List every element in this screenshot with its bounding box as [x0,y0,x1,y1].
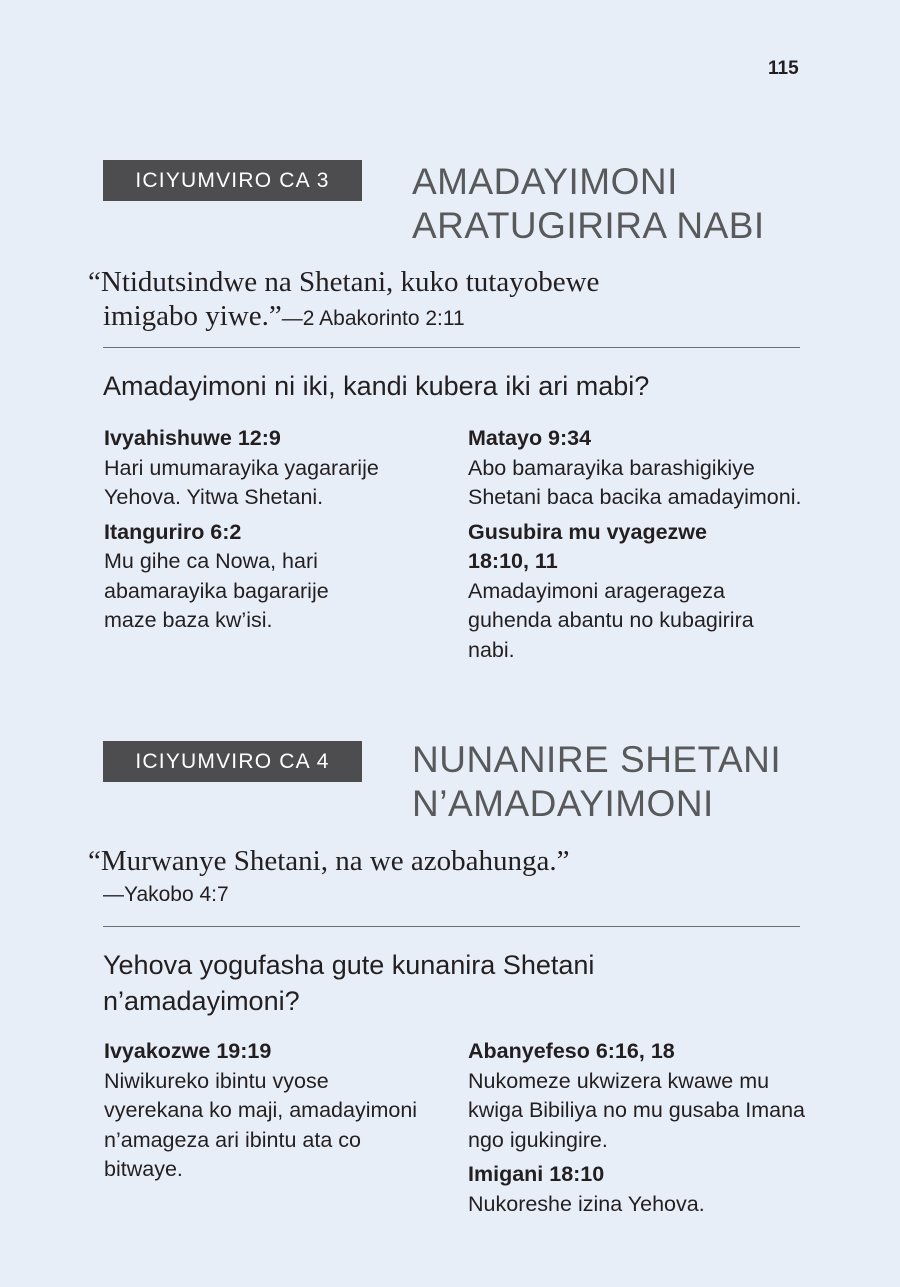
left-column [104,424,444,641]
quote-reference: —Yakobo 4:7 [103,883,229,906]
verse-summary: Abo bamarayika barashigikiye Shetani baca bacika amadayimoni. [468,455,802,509]
verse-summary: Amadayimoni aragerageza guhenda abantu no kubagirira nabi. [468,578,754,662]
section-title-line: N’AMADAYIMONI [412,783,714,824]
scripture-quote [88,265,798,336]
right-column [468,424,808,670]
verse-summary: Nukomeze ukwizera kwawe mu kwiga Bibiliya no mu gusaba Imana ngo igukingire. [468,1068,806,1152]
scripture-quote [88,844,798,912]
question-line: Amadayimoni ni iki, kandi kubera iki ari mabi? [103,371,650,401]
left-column [104,1037,444,1190]
study-question [103,947,803,1019]
divider [103,926,800,927]
section-title-line: AMADAYIMONI [412,161,678,202]
point-badge: ICIYUMVIRO CA 3 [103,160,362,201]
question-line: Yehova yogufasha gute kunanira Shetani [103,950,595,980]
quote-reference: —2 Abakorinto 2:11 [281,307,465,330]
point-badge: ICIYUMVIRO CA 4 [103,741,362,782]
scripture-reference: Gusubira mu vyagezwe 18:10, 11 [468,519,707,573]
page-number: 115 [768,58,799,79]
divider [103,347,800,348]
scripture-reference: Ivyakozwe 19:19 [104,1039,272,1063]
section-title [412,738,781,826]
section-title-line: ARATUGIRIRA NABI [412,205,765,246]
right-column [468,1037,808,1224]
section-title-line: NUNANIRE SHETANI [412,739,782,780]
question-line: n’amadayimoni? [103,986,300,1016]
scripture-reference: Imigani 18:10 [468,1162,605,1186]
quote-line: imigabo yiwe.” [103,300,282,332]
scripture-reference: Abanyefeso 6:16, 18 [468,1039,675,1063]
quote-line: “Ntidutsindwe na Shetani, kuko tutayobewe [88,266,600,298]
verse-summary: Hari umumarayika yagararije Yehova. Yitwa Shetani. [104,455,379,509]
scripture-reference: Matayo 9:34 [468,426,592,450]
scripture-reference: Ivyahishuwe 12:9 [104,426,281,450]
verse-summary: Mu gihe ca Nowa, hari abamarayika bagararije maze baza kw’isi. [104,549,329,632]
scripture-reference: Itanguriro 6:2 [104,519,242,544]
quote-line: “Murwanye Shetani, na we azobahunga.” [88,845,570,877]
section-title [412,160,765,248]
verse-summary: Nukoreshe izina Yehova. [468,1191,705,1216]
study-question [103,368,803,404]
verse-summary: Niwikureko ibintu vyose vyerekana ko maji, amadayimoni n’amageza ari ibintu ata co bitwaye. [104,1068,418,1181]
